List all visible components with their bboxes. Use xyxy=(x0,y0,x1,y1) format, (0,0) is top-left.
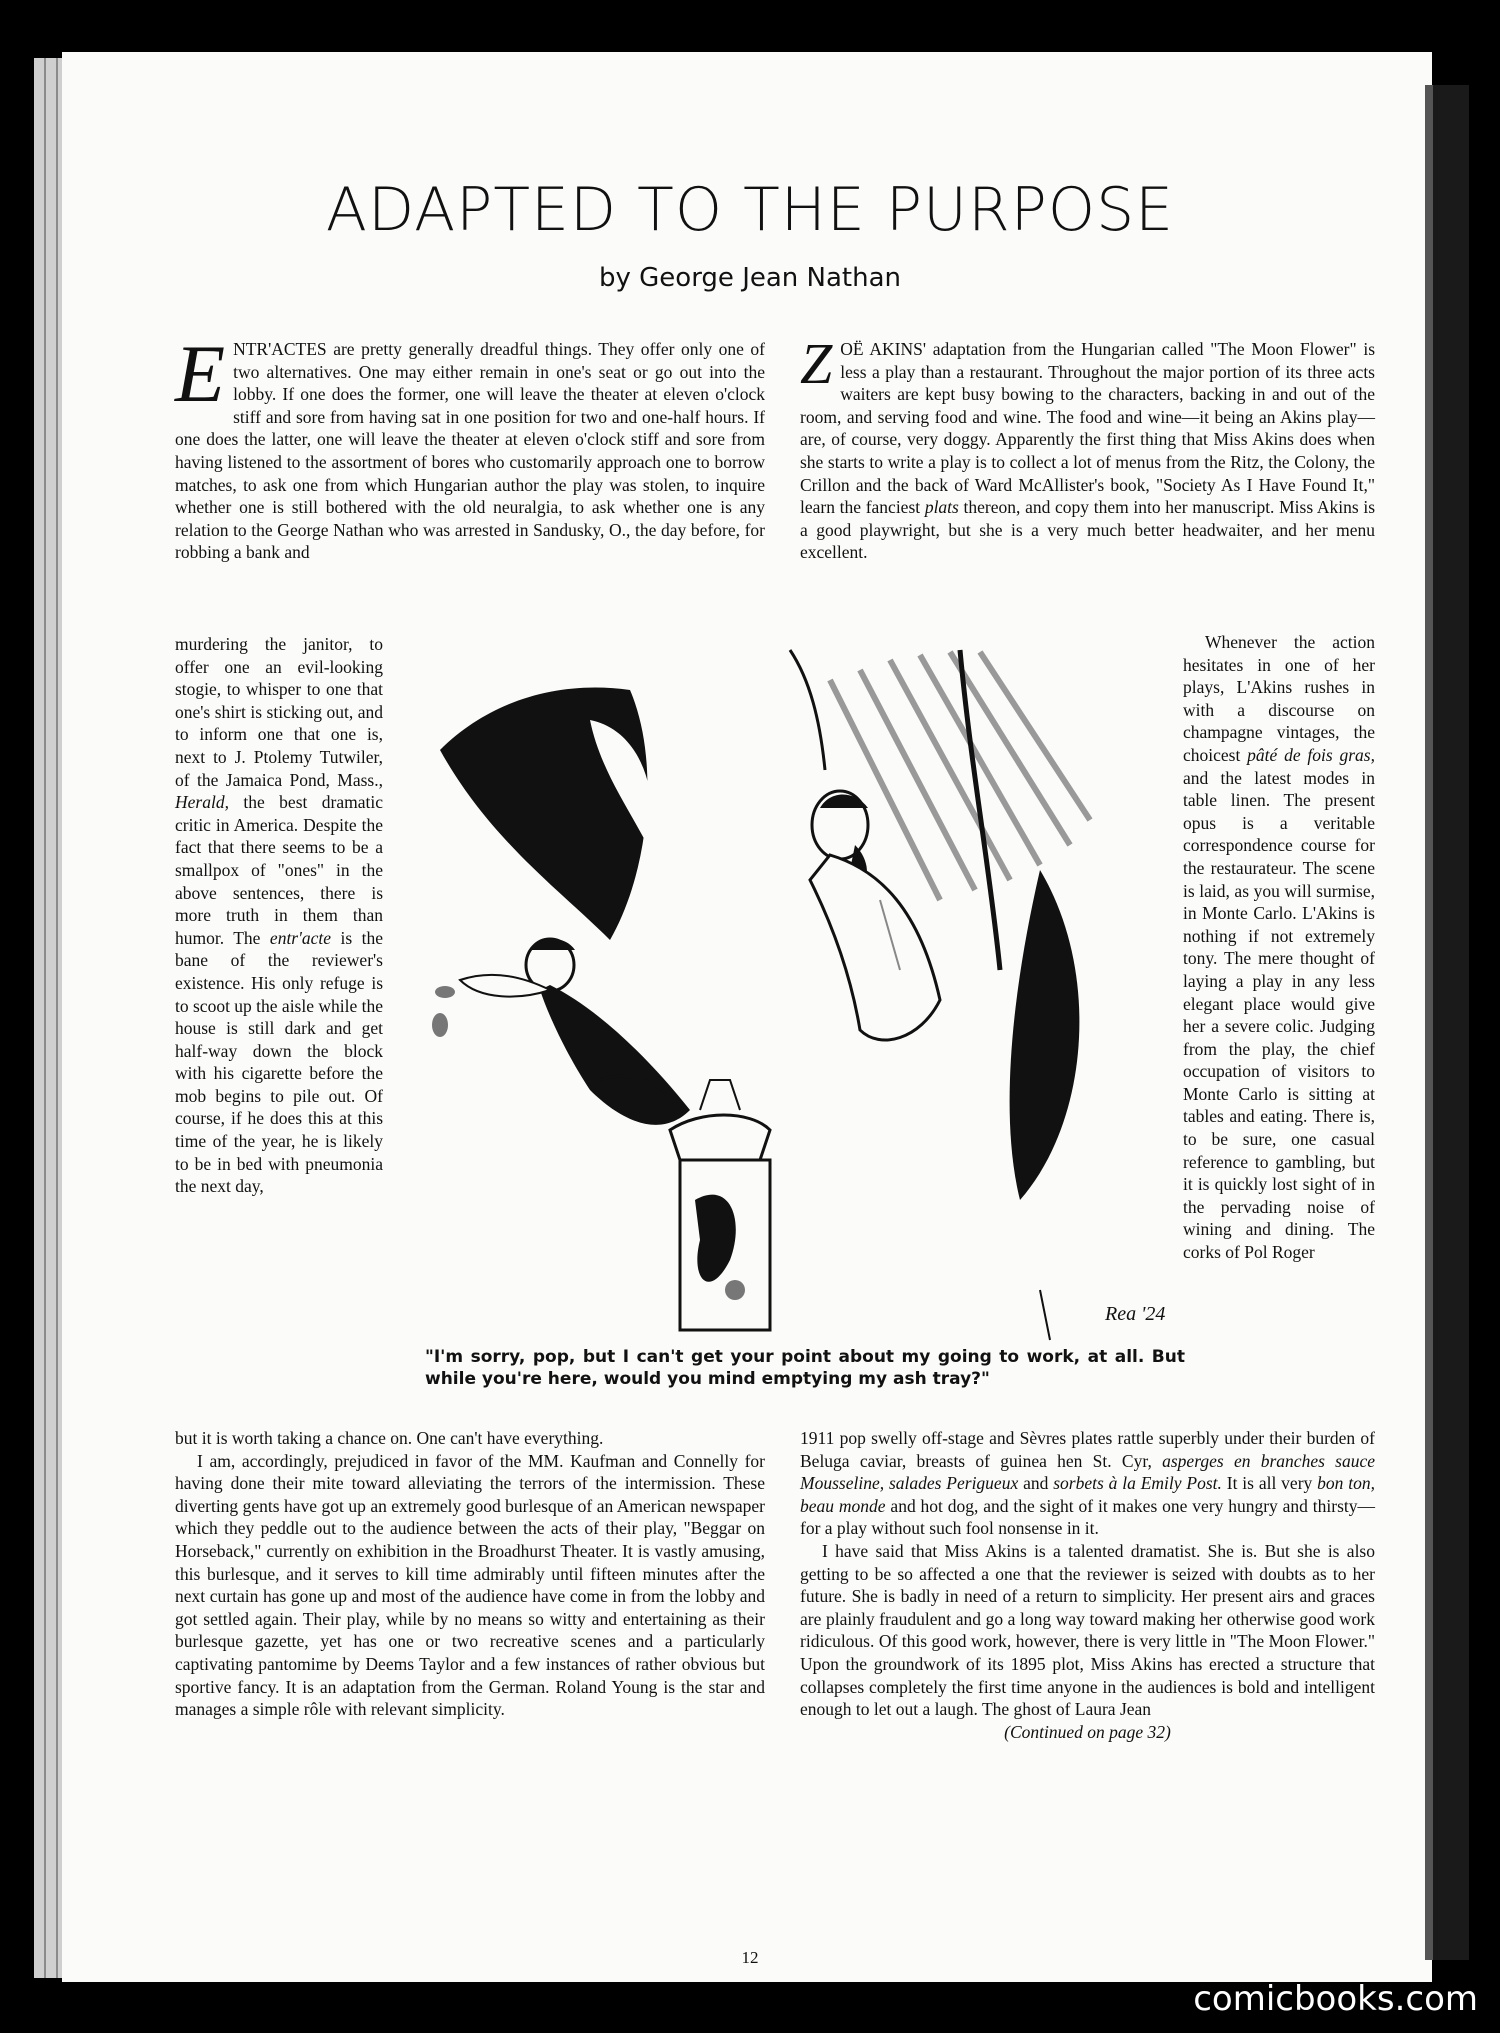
left-paragraph-1-narrow-a: murdering the janitor, to offer one an evil-looking stogie, to whisper to one that one's shirt is sticking out, and to inform one that one is, next to J. Ptolemy Tutwiler, of the Jamaica Pond, Mass., xyxy=(175,634,383,790)
cartoon-illustration xyxy=(400,640,1220,1350)
right-paragraph-1-end: thereon, and copy them into her manuscript. Miss Akins is a good playwright, but she is a very much better headwaiter, and her menu excellent. xyxy=(800,497,1376,563)
right-column-top xyxy=(800,331,1376,564)
right-paragraph-2-bottom-a: 1911 pop swelly off-stage and Sèvres plates rattle superbly under their burden of Beluga caviar, breasts of guinea hen St. Cyr, xyxy=(800,1428,1375,1471)
sorbets-italic: sorbets à la Emily Post. xyxy=(1053,1473,1222,1494)
drop-cap-z: Z xyxy=(800,331,833,396)
article-title: ADAPTED TO THE PURPOSE xyxy=(325,175,1175,245)
left-paragraph-1-bottom: but it is worth taking a chance on. One can't have everything. xyxy=(175,1428,604,1448)
dark-drape-shape xyxy=(440,688,647,941)
standing-father-figure xyxy=(810,791,940,1040)
continued-note: (Continued on page 32) xyxy=(1004,1721,1171,1742)
right-paragraph-2-bottom-b: and xyxy=(1023,1473,1049,1494)
right-paragraph-1-top: OË AKINS' adaptation from the Hungarian called "The Moon Flower" is less a play than a restaurant. Throughout the major portion of its three acts waiters are kept busy bowing to the characters, backing in and out of the room, and serving food and wine. The food and wine—it being an Akins play—are, of course, very doggy. Apparently the first thing that Miss Akins does when she starts to write a play is to collect a lot of menus from the Ritz, the Colony, the Crillon and the back of Ward McAllister's book, "Society As I Have Found It," learn the fanciest xyxy=(800,339,1375,518)
reclining-son-figure xyxy=(432,939,690,1125)
page-number: 12 xyxy=(741,1948,759,1967)
illustration-caption: "I'm sorry, pop, but I can't get your point about my going to work, at all. But while you're here, would you mind emptying my ash tray?" xyxy=(425,1347,1185,1389)
plats-italic: plats xyxy=(924,497,959,518)
article-byline: by George Jean Nathan xyxy=(598,263,901,293)
pate-italic: pâté de fois gras, xyxy=(1247,744,1375,765)
page-edge-line xyxy=(56,58,58,1978)
right-column-bottom xyxy=(800,1427,1375,1743)
left-paragraph-2: I am, accordingly, prejudiced in favor of the MM. Kaufman and Connelly for having done their mite toward alleviating the terrors of the intermission. These diverting gents have got up an extremely good burlesque of an American newspaper which they peddle out to the audience between the acts of their play, "Beggar on Horseback," currently on exhibition in the Broadhurst Theater. It is vastly amusing, this burlesque, and it serves to kill time admirably until fifteen minutes after the next curtain has gone up and most of the audience have come in from the lobby and got settled again. Their play, while by no means so witty and entertaining as their burlesque gazette, yet has one or two recreative scenes and a particularly captivating pantomime by Deems Taylor and a few instances of rather obvious but sportive fancy. It is an adaptation from the German. Roland Young is the star and manages a simple rôle with relevant simplicity. xyxy=(175,1450,765,1720)
ash-tray-stand xyxy=(670,1080,770,1330)
right-paragraph-2-bottom-d: and hot dog, and the sight of it makes one very hungry and thirsty—for a play without such fool nonsense in it. xyxy=(800,1495,1375,1539)
drop-cap-e: E xyxy=(175,328,226,419)
right-paragraph-3: I have said that Miss Akins is a talented dramatist. She is. But she is also getting to be so affected a one that the reviewer is seized with doubts as to her future. She is badly in need of a return to simplicity. Her present airs and graces are plainly fraudulent and go a long way toward making her otherwise good work ridiculous. Of this good work, however, there is very little in "The Moon Flower." Upon the groundwork of its 1895 plot, Miss Akins has erected a structure that collapses completely the first time anyone in the audiences is bold and intelligent enough to let out a laugh. The ghost of Laura Jean xyxy=(800,1540,1375,1720)
left-paragraph-1-top: NTR'ACTES are pretty generally dreadful things. They offer only one of two alternatives. One may either remain in one's seat or go out into the lobby. If one does the former, one will leave the theater at eleven o'clock stiff and sore from having sat in one position for two and one-half hours. If one does the latter, one will leave the theater at eleven o'clock stiff and sore from having listened to the assortment of bores who customarily approach one to borrow matches, to ask one from which Hungarian author the play was stolen, to inquire whether one is still bothered with the old neuralgia, to ask whether one is any relation to the George Nathan who was arrested in Sandusky, O., the day before, for robbing a bank and xyxy=(175,339,765,563)
left-column-bottom xyxy=(175,1427,765,1721)
right-paragraph-2-narrow-a: Whenever the action hesitates in one of her plays, L'Akins rushes in with a discourse on champagne vintages, the choicest xyxy=(1183,632,1375,765)
entracte-italic: entr'acte xyxy=(269,927,332,948)
right-paragraph-2-bottom-c: It is all very xyxy=(1226,1473,1313,1494)
dark-curtain-shape xyxy=(1010,870,1080,1200)
left-column-top xyxy=(175,328,765,564)
page-edge-line xyxy=(44,58,46,1978)
site-watermark: comicbooks.com xyxy=(1193,1979,1478,2019)
left-paragraph-1-narrow-b: the best dramatic critic in America. Despite the fact that there seems to be a smallpox of "ones" in the above sentences, there is more truth in them than humor. The xyxy=(175,792,383,948)
right-paragraph-2-narrow-b: and the latest modes in table linen. The present opus is a veritable correspondence course for the restaurateur. The scene is laid, as you will surmise, in Monte Carlo. L'Akins is nothing if not extremely tony. The mere thought of laying a play in any less elegant place would give her a severe colic. Judging from the play, the chief occupation of visitors to Monte Carlo is sitting at tables and eating. There is, to be sure, one casual reference to gambling, but it is quickly lost sight of in the pervading noise of wining and dining. The corks of Pol Roger xyxy=(1183,767,1375,1263)
bon-ton-italic: bon ton, beau monde xyxy=(800,1473,1375,1516)
cigarette-smoke xyxy=(432,1013,448,1037)
asperges-italic: asperges en branches sauce Mousseline, salades Perigueux xyxy=(800,1450,1376,1494)
left-paragraph-1-narrow-c: is the bane of the reviewer's existence. His only refuge is to scoot up the aisle while the house is still dark and get half-way down the block with his cigarette before the mob begins to pile out. Of course, if he does this at this time of the year, he is likely to be in bed with pneumonia the next day, xyxy=(175,927,384,1197)
herald-italic: Herald, xyxy=(175,792,229,813)
artist-signature: Rea '24 xyxy=(1105,1303,1166,1325)
window-hatching xyxy=(830,652,1090,900)
facing-page-edge xyxy=(1425,85,1469,1960)
left-column-narrow xyxy=(175,633,383,1198)
